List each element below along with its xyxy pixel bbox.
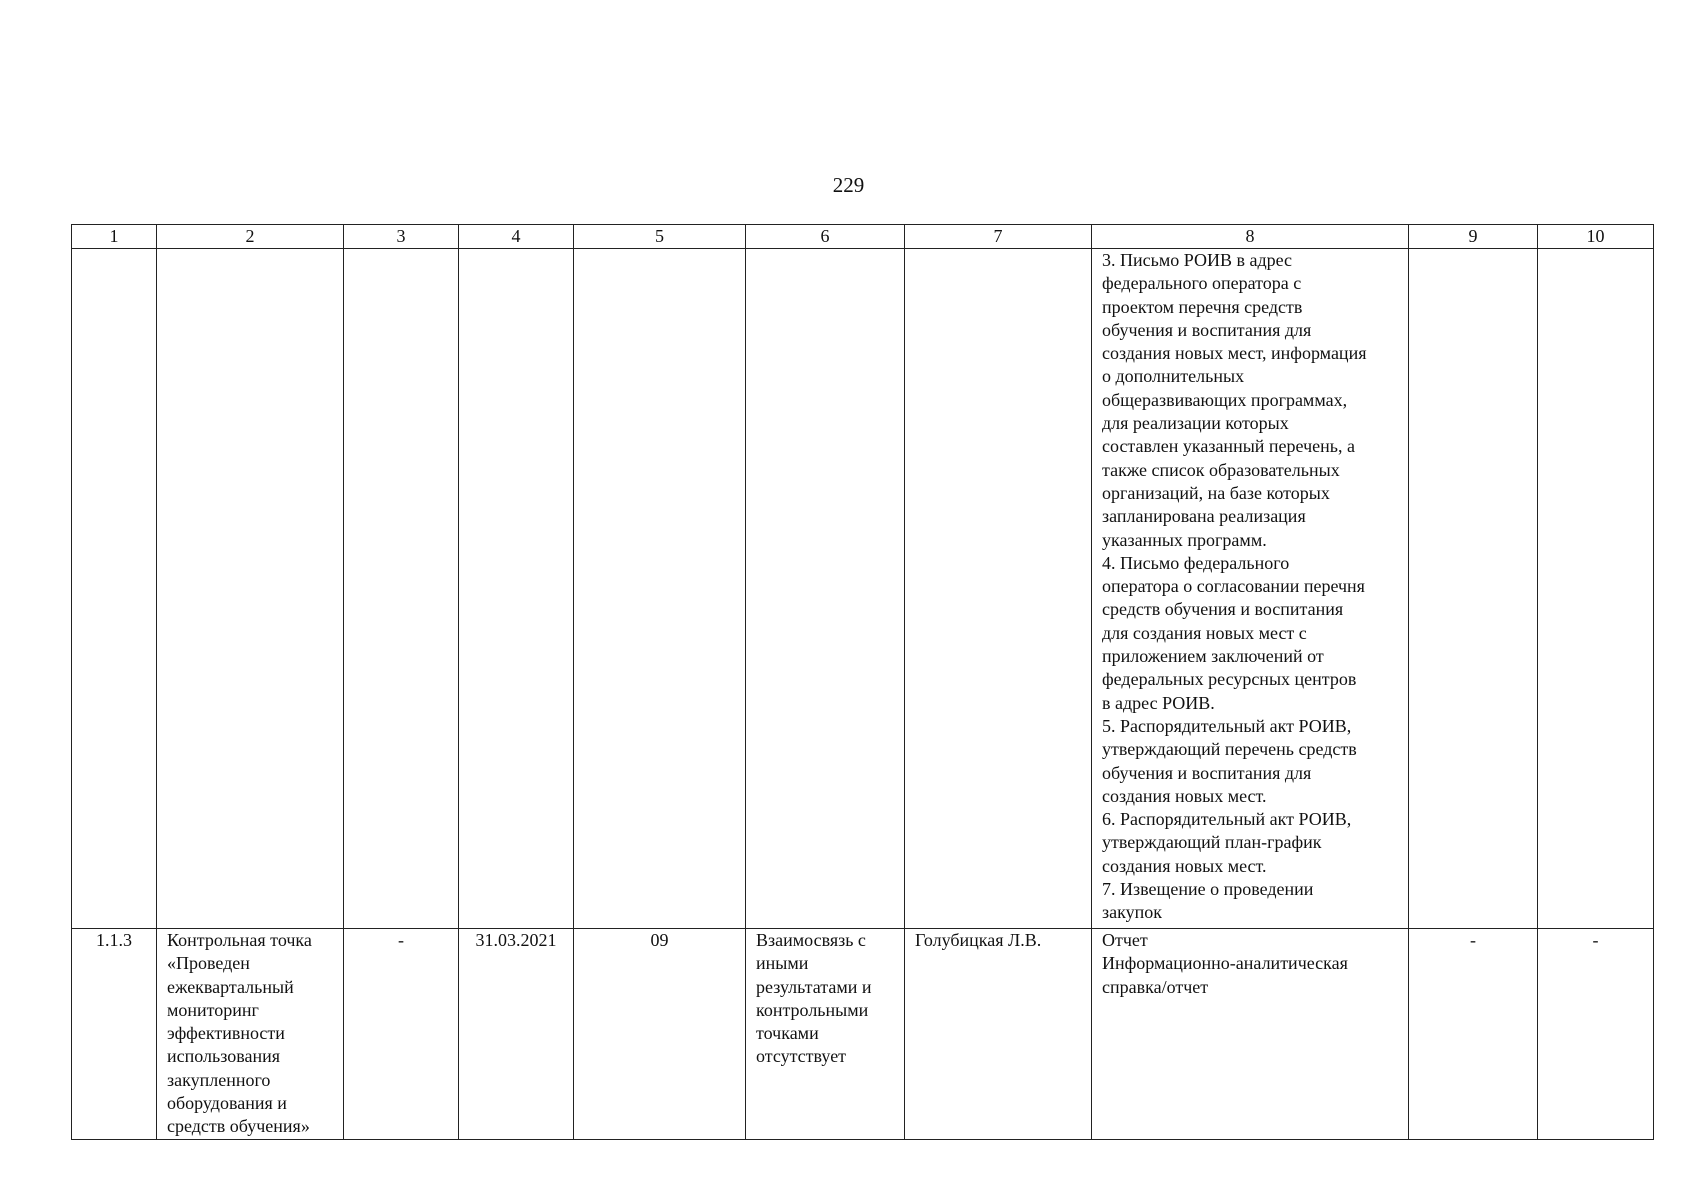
- text-line: средств обучения»: [167, 1116, 310, 1137]
- cell-empty: [746, 249, 905, 929]
- cell-empty: [574, 249, 746, 929]
- text-line: составлен указанный перечень, а: [1102, 436, 1355, 457]
- cell-code: 09: [574, 929, 746, 1140]
- text-line: для реализации которых: [1102, 413, 1289, 434]
- text-line: для создания новых мест с: [1102, 622, 1307, 643]
- text-line: Контрольная точка: [167, 930, 312, 950]
- header-col-5: 5: [574, 225, 746, 249]
- text-line: оператора о согласовании перечня: [1102, 576, 1365, 597]
- header-col-9: 9: [1409, 225, 1538, 249]
- text-line: результатами и: [756, 976, 872, 997]
- cell-responsible: Голубицкая Л.В.: [905, 929, 1092, 1140]
- text-line: Взаимосвязь с: [756, 930, 866, 950]
- header-col-4: 4: [459, 225, 574, 249]
- header-col-1: 1: [72, 225, 157, 249]
- text-line: средств обучения и воспитания: [1102, 599, 1344, 620]
- text-line: оборудования и: [167, 1093, 287, 1114]
- cell-empty: [459, 249, 574, 929]
- text-line: иными: [756, 953, 809, 974]
- header-col-3: 3: [344, 225, 459, 249]
- text-line: организаций, на базе которых: [1102, 482, 1330, 503]
- text-line: «Проведен: [167, 953, 250, 974]
- header-col-10: 10: [1538, 225, 1654, 249]
- text-line: отсутствует: [756, 1046, 847, 1067]
- text-line: в адрес РОИВ.: [1102, 692, 1215, 713]
- text-line: контрольными: [756, 999, 869, 1020]
- cell-empty: [905, 249, 1092, 929]
- text-line: создания новых мест, информация: [1102, 343, 1367, 364]
- text-line: ежеквартальный: [167, 976, 294, 997]
- text-line: федерального оператора с: [1102, 273, 1302, 294]
- text-line: общеразвивающих программах,: [1102, 389, 1348, 410]
- cell-documents-continuation: [1092, 249, 1409, 929]
- cell-col3: -: [344, 929, 459, 1140]
- cell-empty: [1409, 249, 1538, 929]
- text-line: закупок: [1102, 902, 1162, 923]
- text-line: приложением заключений от: [1102, 646, 1324, 667]
- text-line: федеральных ресурсных центров: [1102, 669, 1357, 690]
- header-col-6: 6: [746, 225, 905, 249]
- text-line: 4. Письмо федерального: [1102, 552, 1290, 573]
- text-line: утверждающий план-график: [1102, 832, 1322, 853]
- text-line: эффективности: [167, 1023, 285, 1044]
- cell-relation: [746, 929, 905, 1140]
- table-row-continuation: [72, 249, 1654, 929]
- cell-empty: [1538, 249, 1654, 929]
- page-number: 229: [832, 173, 865, 197]
- cell-empty: [157, 249, 344, 929]
- cell-number: 1.1.3: [72, 929, 157, 1140]
- table-row-1-1-3: [72, 929, 1654, 1140]
- cell-date: 31.03.2021: [459, 929, 574, 1140]
- header-row: [72, 225, 1654, 249]
- text-line: обучения и воспитания для: [1102, 762, 1312, 783]
- text-line: мониторинг: [167, 999, 259, 1020]
- text-line: запланирована реализация: [1102, 506, 1306, 527]
- header-col-7: 7: [905, 225, 1092, 249]
- text-line: о дополнительных: [1102, 366, 1245, 387]
- text-line: создания новых мест.: [1102, 855, 1267, 876]
- plan-table: [71, 224, 1654, 1140]
- cell-col10: -: [1538, 929, 1654, 1140]
- text-line: проектом перечня средств: [1102, 296, 1303, 317]
- cell-empty: [344, 249, 459, 929]
- cell-name: [157, 929, 344, 1140]
- text-line: Информационно-аналитическая: [1102, 953, 1348, 974]
- header-col-8: 8: [1092, 225, 1409, 249]
- text-line: создания новых мест.: [1102, 785, 1267, 806]
- cell-col9: -: [1409, 929, 1538, 1140]
- header-col-2: 2: [157, 225, 344, 249]
- text-line: Отчет: [1102, 930, 1148, 950]
- text-line: использования: [167, 1046, 281, 1067]
- text-line: 6. Распорядительный акт РОИВ,: [1102, 809, 1352, 830]
- text-line: обучения и воспитания для: [1102, 319, 1312, 340]
- text-line: также список образовательных: [1102, 459, 1340, 480]
- text-line: 5. Распорядительный акт РОИВ,: [1102, 715, 1352, 736]
- text-line: закупленного: [167, 1069, 271, 1090]
- text-line: утверждающий перечень средств: [1102, 739, 1357, 760]
- text-line: точками: [756, 1023, 819, 1044]
- text-line: указанных программ.: [1102, 529, 1267, 550]
- text-line: справка/отчет: [1102, 976, 1209, 997]
- text-line: 7. Извещение о проведении: [1102, 879, 1314, 900]
- text-line: 3. Письмо РОИВ в адрес: [1102, 250, 1293, 270]
- cell-empty: [72, 249, 157, 929]
- cell-documents: [1092, 929, 1409, 1140]
